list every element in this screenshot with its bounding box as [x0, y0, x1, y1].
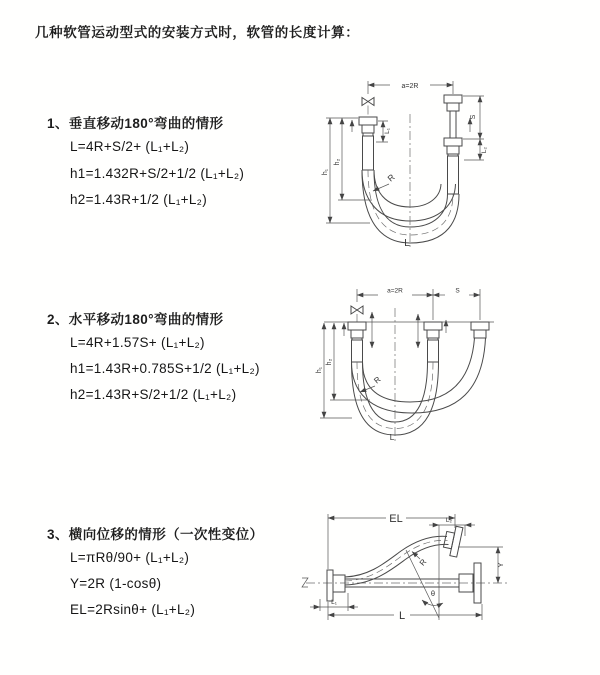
dim-h1-label: h₁	[322, 168, 329, 176]
diagram-horizontal-move-180-bend	[312, 278, 597, 463]
dim-h1-label: h₁	[316, 366, 323, 374]
dim-l2-label: L₂	[445, 517, 453, 524]
radius-callout	[373, 172, 397, 191]
left-hose-end-fitting	[344, 322, 366, 362]
section-2-formula-h1: h1=1.43R+0.785S+1/2 (L₁+L₂)	[70, 361, 260, 376]
section-1-heading: 1、垂直移动180°弯曲的情形	[47, 116, 224, 131]
section-1-formula-h2: h2=1.43R+1/2 (L₁+L₂)	[70, 192, 208, 207]
dim-span-a2r	[357, 288, 480, 321]
hose-u-bend	[362, 170, 459, 243]
section-3-formula-EL: EL=2Rsinθ+ (L₁+L₂)	[70, 602, 196, 617]
right-hose-end-fitting	[444, 95, 470, 194]
page-title: 几种软管运动型式的安装方式时，软管的长度计算：	[35, 25, 360, 40]
left-flange	[327, 570, 345, 601]
section-3-formula-Y: Y=2R (1-cosθ)	[70, 576, 162, 591]
dim-l1	[376, 121, 391, 142]
hose-u-bend	[352, 338, 486, 435]
section-3-heading: 3、横向位移的情形（一次性变位）	[47, 527, 264, 542]
radius-label: R	[417, 557, 429, 568]
section-3-formula-L: L=πRθ/90+ (L₁+L₂)	[70, 550, 190, 565]
dim-l-label: L	[398, 610, 406, 622]
length-label: L	[404, 238, 410, 249]
dim-s-label: S	[455, 287, 460, 295]
dim-l1	[310, 593, 358, 611]
dim-l	[328, 602, 482, 622]
diagram-vertical-move-180-bend	[312, 70, 597, 265]
dim-y-label: Y	[496, 562, 505, 568]
section-2-formula-h2: h2=1.43R+S/2+1/2 (L₁+L₂)	[70, 387, 237, 402]
left-hose-end-fitting	[352, 117, 377, 170]
dim-h2	[334, 118, 372, 200]
dim-l1-label: L₁	[331, 599, 337, 606]
dim-s	[433, 288, 480, 296]
dim-h2-label: h₂	[334, 158, 341, 166]
radius-label: R	[372, 374, 383, 386]
dim-s-label: S	[470, 114, 477, 120]
radius-label: R	[385, 171, 397, 184]
diagram-lateral-displacement	[298, 498, 598, 658]
angle-theta-label: θ	[430, 589, 436, 598]
section-2-formula-L: L=4R+1.57S+ (L₁+L₂)	[70, 335, 205, 350]
tilted-flange	[442, 525, 463, 557]
dim-l2	[464, 139, 488, 160]
dim-el-label: EL	[389, 513, 403, 525]
dim-span-a2r	[368, 81, 453, 94]
valve-icon	[362, 98, 374, 118]
middle-hose-end-fitting	[424, 320, 446, 362]
hose-displaced-position	[345, 525, 463, 585]
length-label: L	[389, 433, 395, 442]
valve-icon	[351, 306, 363, 322]
right-hose-end-fitting	[471, 322, 489, 338]
dim-l2-label: L₂	[481, 146, 488, 154]
radius-callout	[412, 552, 429, 568]
dim-l1-label: L₁	[384, 128, 391, 134]
dim-span-label: a=2R	[387, 287, 403, 295]
dim-s	[463, 96, 484, 139]
section-2-heading: 2、水平移动180°弯曲的情形	[47, 312, 224, 327]
section-1-formula-h1: h1=1.432R+S/2+1/2 (L₁+L₂)	[70, 166, 245, 181]
section-1-formula-L: L=4R+S/2+ (L₁+L₂)	[70, 139, 190, 154]
centerline-break-mark	[302, 578, 308, 587]
dim-span-label: a=2R	[401, 83, 419, 90]
dim-l2	[429, 517, 475, 536]
dim-h2-label: h₂	[326, 358, 333, 366]
